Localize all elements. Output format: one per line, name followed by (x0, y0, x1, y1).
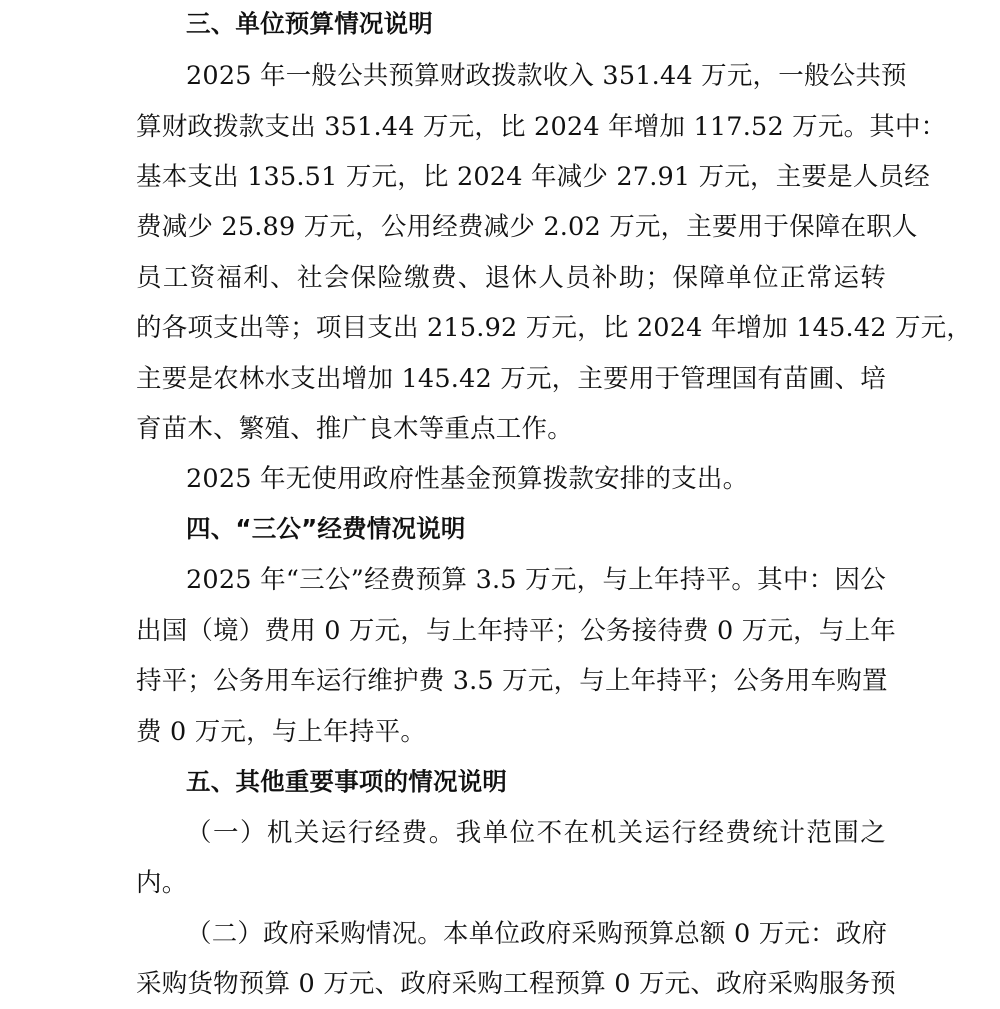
section-heading-budget: 三、单位预算情况说明 (186, 9, 433, 38)
paragraph-line: 出国（境）费用 0 万元，与上年持平；公务接待费 0 万元，与上年 (136, 616, 896, 646)
paragraph-line: 费减少 25.89 万元，公用经费减少 2.02 万元，主要用于保障在职人 (136, 212, 918, 242)
paragraph-line: 员工资福利、社会保险缴费、退休人员补助；保障单位正常运转 (136, 263, 886, 293)
paragraph-line: 2025 年“三公”经费预算 3.5 万元，与上年持平。其中：因公 (186, 565, 886, 595)
paragraph-line: 的各项支出等；项目支出 215.92 万元，比 2024 年增加 145.42 万元， (136, 313, 973, 343)
paragraph-line: 费 0 万元，与上年持平。 (136, 717, 427, 747)
paragraph-line: 采购货物预算 0 万元、政府采购工程预算 0 万元、政府采购服务预 (136, 969, 896, 999)
paragraph-line: 主要是农林水支出增加 145.42 万元，主要用于管理国有苗圃、培 (136, 364, 886, 394)
paragraph-line: 算财政拨款支出 351.44 万元，比 2024 年增加 117.52 万元。其中： (136, 112, 947, 142)
section-heading-three-public: 四、“三公”经费情况说明 (186, 514, 466, 543)
paragraph-line: （二）政府采购情况。本单位政府采购预算总额 0 万元：政府 (186, 919, 888, 949)
paragraph-line: （一）机关运行经费。我单位不在机关运行经费统计范围之 (186, 818, 886, 848)
paragraph-line: 2025 年一般公共预算财政拨款收入 351.44 万元，一般公共预 (186, 61, 907, 91)
section-heading-other-matters: 五、其他重要事项的情况说明 (186, 767, 508, 796)
paragraph-line: 基本支出 135.51 万元，比 2024 年减少 27.91 万元，主要是人员经 (136, 162, 930, 192)
paragraph-line: 2025 年无使用政府性基金预算拨款安排的支出。 (186, 464, 749, 494)
paragraph-line: 持平；公务用车运行维护费 3.5 万元，与上年持平；公务用车购置 (136, 666, 888, 696)
paragraph-line: 内。 (136, 868, 188, 898)
paragraph-line: 育苗木、繁殖、推广良木等重点工作。 (136, 414, 573, 444)
